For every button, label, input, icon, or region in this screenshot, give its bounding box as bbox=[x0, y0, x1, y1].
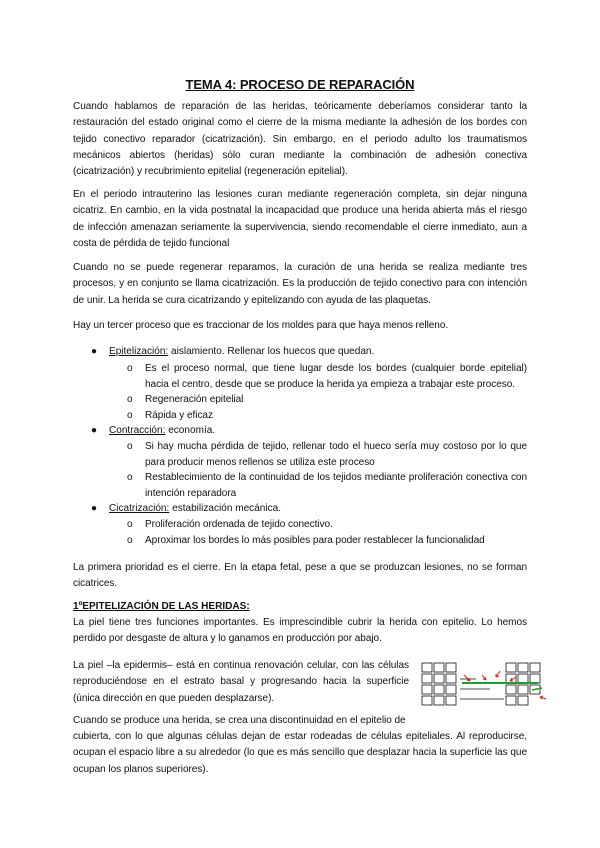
sub-item-text: Si hay mucha pérdida de tejido, rellenar todo el hueco sería muy costoso por lo que para producir menos rellenos se utiliza este proceso bbox=[145, 441, 527, 469]
list-label: Epitelización: bbox=[109, 346, 169, 357]
list-label: Contracción: bbox=[109, 425, 166, 436]
sub-item-text: Proliferación ordenada de tejido conectivo. bbox=[145, 519, 333, 530]
red-arrow-icon bbox=[464, 675, 470, 681]
sub-item-text: Rápida y eficaz bbox=[145, 410, 213, 421]
section-heading: 1ºEPITELIZACIÓN DE LAS HERIDAS: bbox=[73, 601, 250, 612]
paragraph-wound: cubierta, con lo que algunas células dejan de estar rodeadas de células epiteliales. Al reproducirse, ocupan el espacio libre a su alrededor (lo que es más sencillo que desplazar hacia la superficie las que ocupan los planos superiores). bbox=[73, 731, 527, 775]
sub-marker: o bbox=[127, 394, 133, 405]
red-arrow-icon bbox=[510, 677, 516, 681]
sub-item-text: Es el proceso normal, que tiene lugar desde los bordes (cualquier borde epitelial) hacia el centro, desde que se produce la herida ya empieza a trabajar este proceso. bbox=[145, 363, 527, 391]
green-arrow-icon bbox=[532, 688, 542, 690]
sub-item-text: Aproximar los bordes lo más posibles para poder restablecer la funcionalidad bbox=[145, 535, 485, 546]
sub-item-text: Regeneración epitelial bbox=[145, 394, 244, 405]
red-arrow-icon bbox=[540, 696, 546, 699]
sub-item-text: Restablecimiento de la continuidad de los tejidos mediante proliferación conectiva con intención reparadora bbox=[145, 472, 527, 500]
sub-marker: o bbox=[127, 519, 133, 530]
paragraph-skin-functions: La piel tiene tres funciones importantes. Es imprescindible cubrir la herida con epitelio. Lo hemos perdido por desgaste de altura y lo ganamos en producción por abajo. bbox=[73, 617, 527, 645]
sub-marker: o bbox=[127, 535, 133, 546]
red-arrow-icon bbox=[482, 675, 486, 680]
paragraph-third-process: Hay un tercer proceso que es traccionar de los moldes para que haya menos relleno. bbox=[73, 320, 449, 331]
sub-item bbox=[127, 517, 527, 533]
paragraph-wound-line: Cuando se produce una herida, se crea una discontinuidad en el epitelio de bbox=[73, 715, 406, 726]
paragraph-intrauterine: En el periodo intrauterino las lesiones curan mediante regeneración completa, sin dejar ninguna cicatriz. En cambio, en la vida postnatal la incapacidad que produce una herida abierta más el riesgo de infección amenazan seriamente la supervivencia, siendo recomendable el cierre inmediato, aun a costa de pérdida de tejido funcional bbox=[73, 189, 527, 249]
sub-item bbox=[127, 439, 527, 472]
list-text: estabilización mecánica. bbox=[169, 503, 282, 514]
sub-marker: o bbox=[127, 363, 133, 374]
paragraph-intro: Cuando hablamos de reparación de las heridas, teóricamente deberíamos considerar tanto la restauración del estado original como el cierre de la misma mediante la adhesión de los bordes con tejido conectivo reparador (cicatrización). Sin embargo, en el periodo adulto los traumatismos mecánicos abiertos (heridas) sólo curan mediante la combinación de adhesión conectiva (cicatrización) y recubrimiento epitelial (regeneración epitelial). bbox=[73, 101, 527, 178]
bullet-icon: ● bbox=[91, 425, 98, 436]
list-text: economía. bbox=[165, 425, 216, 436]
bullet-icon: ● bbox=[91, 346, 98, 357]
list-text: aislamiento. Rellenar los huecos que quedan. bbox=[168, 346, 375, 357]
page-title: TEMA 4: PROCESO DE REPARACIÓN bbox=[185, 77, 415, 92]
paragraph-cicatrization: Cuando no se puede regenerar reparamos, la curación de una herida se realiza mediante tres procesos, y en conjunto se llama cicatrización. Es la producción de tejido conectivo para con intención de unir. La herida se cura cicatrizando y epitelizando con ayuda de las plaquetas. bbox=[73, 262, 527, 306]
list-label: Cicatrización: bbox=[109, 503, 170, 514]
red-arrow-icon bbox=[496, 671, 500, 677]
sub-marker: o bbox=[127, 410, 133, 421]
paragraph-epidermis: La piel –la epidermis– está en continua renovación celular, con las células reproduciéndose en el estrato basal y progresando hacia la superficie (única dirección en que pueden desplazarse). bbox=[73, 660, 409, 704]
epithelium-sketch bbox=[420, 659, 548, 707]
sub-item bbox=[127, 470, 527, 503]
bullet-icon: ● bbox=[91, 503, 98, 514]
sub-marker: o bbox=[127, 441, 133, 452]
sub-item bbox=[127, 408, 527, 424]
sub-item bbox=[127, 361, 527, 394]
sub-marker: o bbox=[127, 472, 133, 483]
sub-item bbox=[127, 392, 527, 408]
paragraph-priority: La primera prioridad es el cierre. En la etapa fetal, pese a que se produzcan lesiones, no se forman cicatrices. bbox=[73, 562, 527, 590]
sub-item bbox=[127, 533, 527, 549]
